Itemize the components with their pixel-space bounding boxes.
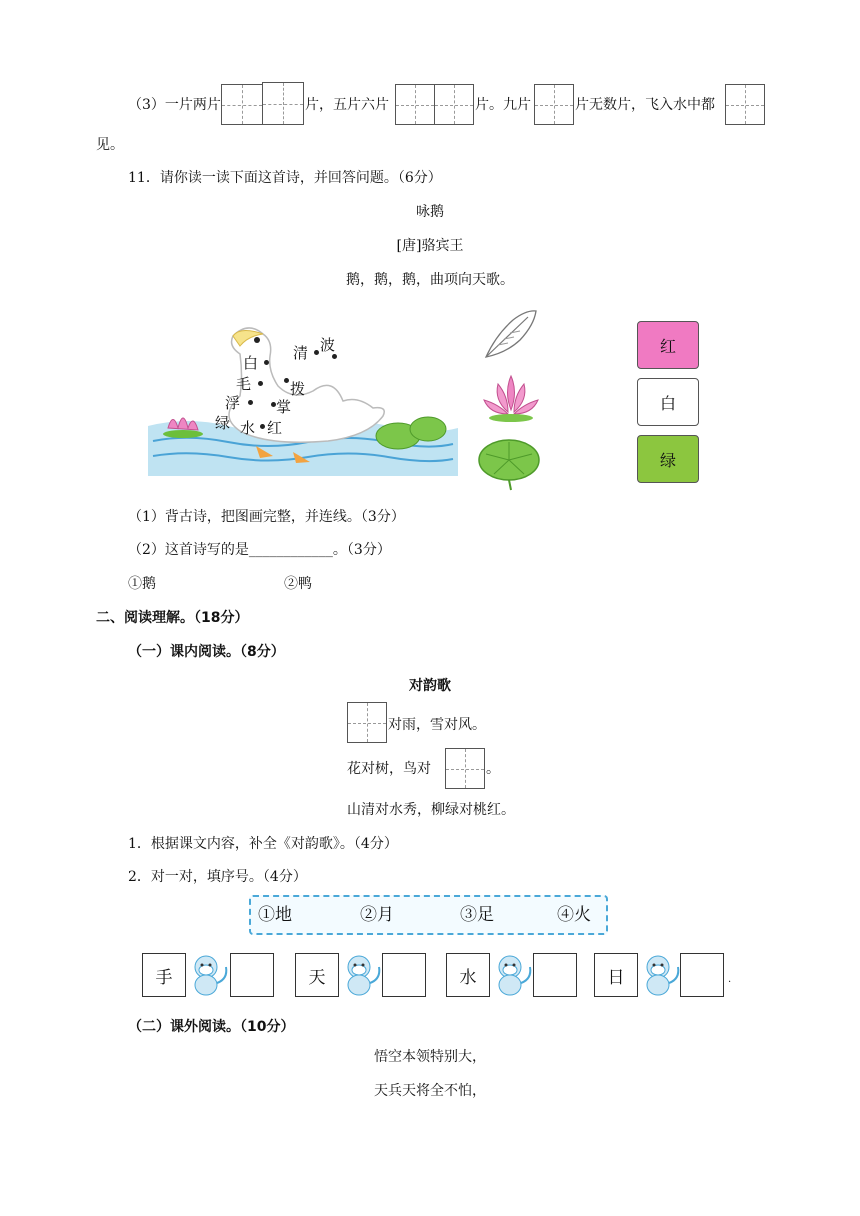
writing-box[interactable]: [445, 748, 485, 789]
q10-3-mid3: 片无数片，飞入水中都: [575, 97, 715, 113]
q10-3-end: 见。: [96, 137, 124, 153]
option-fire: ④火: [557, 905, 591, 925]
writing-box[interactable]: [347, 702, 387, 743]
color-box-green[interactable]: [637, 435, 699, 483]
match-answer-box[interactable]: [533, 953, 577, 997]
connection-dot[interactable]: [260, 424, 265, 429]
goose-char-lv: 绿: [215, 414, 231, 432]
option-earth: ①地: [258, 905, 292, 925]
goose-char-qing: 清: [293, 344, 309, 362]
lotus-leaf-icon: [476, 436, 542, 492]
color-label: 绿: [659, 450, 676, 470]
writing-box[interactable]: [725, 84, 765, 125]
part-1-title: （一）课内阅读。（8分）: [128, 644, 285, 660]
q10-3-prefix: （3）一片两片: [128, 97, 221, 113]
duiyunge-line-1: 对雨，雪对风。: [388, 717, 486, 733]
color-label: 红: [659, 336, 676, 356]
q11-option-1[interactable]: ①鹅: [128, 576, 156, 592]
color-box-white[interactable]: [637, 378, 699, 426]
q2: 2．对一对，填序号。（4分）: [128, 869, 307, 885]
ext-line-1: 悟空本领特别大，: [374, 1049, 486, 1065]
poem-author: [唐]骆宾王: [396, 238, 464, 254]
color-box-red[interactable]: [637, 321, 699, 369]
monkey-icon: [339, 953, 385, 997]
connection-dot[interactable]: [258, 381, 263, 386]
match-answer-box[interactable]: [680, 953, 724, 997]
connection-dot[interactable]: [248, 400, 253, 405]
monkey-icon: [638, 953, 684, 997]
match-char-shui: 水: [446, 953, 490, 997]
connection-dot[interactable]: [264, 360, 269, 365]
connection-dot[interactable]: [284, 378, 289, 383]
match-answer-box[interactable]: [382, 953, 426, 997]
goose-char-shui: 水: [240, 419, 256, 437]
writing-box[interactable]: [434, 84, 474, 125]
q1: 1．根据课文内容，补全《对韵歌》。（4分）: [128, 836, 398, 852]
writing-box[interactable]: [534, 84, 574, 125]
connection-dot[interactable]: [332, 354, 337, 359]
q11-sub1: （1）背古诗，把图画完整，并连线。（3分）: [128, 509, 405, 525]
goose-char-zhang: 掌: [276, 398, 292, 416]
connection-dot[interactable]: [314, 350, 319, 355]
part-2-title: （二）课外阅读。（10分）: [128, 1019, 295, 1035]
q11-option-2[interactable]: ②鸭: [284, 576, 312, 592]
duiyunge-line-3: 山清对水秀，柳绿对桃红。: [347, 802, 515, 818]
section-2-title: 二、阅读理解。（18分）: [96, 610, 249, 626]
goose-char-hong: 红: [267, 419, 283, 437]
q11-sub2: （2）这首诗写的是____________。（3分）: [128, 542, 391, 558]
match-char-ri: 日: [594, 953, 638, 997]
match-char-tian: 天: [295, 953, 339, 997]
q10-3-mid1: 片，五片六片: [305, 97, 389, 113]
writing-box[interactable]: [395, 84, 435, 125]
duiyunge-line-2-suffix: 。: [486, 761, 500, 777]
poem-title: 咏鹅: [416, 204, 444, 220]
monkey-icon: [490, 953, 536, 997]
q10-3-mid2: 片。九片: [475, 97, 531, 113]
option-foot: ③足: [460, 905, 494, 925]
feather-icon: [478, 305, 540, 365]
option-moon: ②月: [360, 905, 394, 925]
writing-box[interactable]: [262, 82, 304, 125]
lotus-icon: [478, 370, 544, 426]
duiyunge-line-2-prefix: 花对树，鸟对: [347, 761, 431, 777]
writing-box[interactable]: [221, 84, 263, 125]
q11-prompt: 11．请你读一读下面这首诗，并回答问题。（6分）: [128, 170, 442, 186]
ext-line-2: 天兵天将全不怕，: [374, 1083, 486, 1099]
monkey-icon: [186, 953, 232, 997]
color-label: 白: [659, 393, 676, 413]
option-frame: [249, 895, 608, 935]
goose-char-mao: 毛: [236, 375, 252, 393]
match-answer-box[interactable]: [230, 953, 274, 997]
goose-char-bai: 白: [243, 354, 259, 372]
trailing-dot: .: [728, 974, 732, 985]
goose-char-bo-hand: 拨: [290, 380, 306, 398]
match-char-shou: 手: [142, 953, 186, 997]
goose-char-fu: 浮: [225, 394, 241, 412]
goose-char-bo-wave: 波: [320, 336, 336, 354]
duiyunge-title: 对韵歌: [409, 678, 451, 694]
poem-line-1: 鹅，鹅，鹅，曲项向天歌。: [346, 272, 514, 288]
